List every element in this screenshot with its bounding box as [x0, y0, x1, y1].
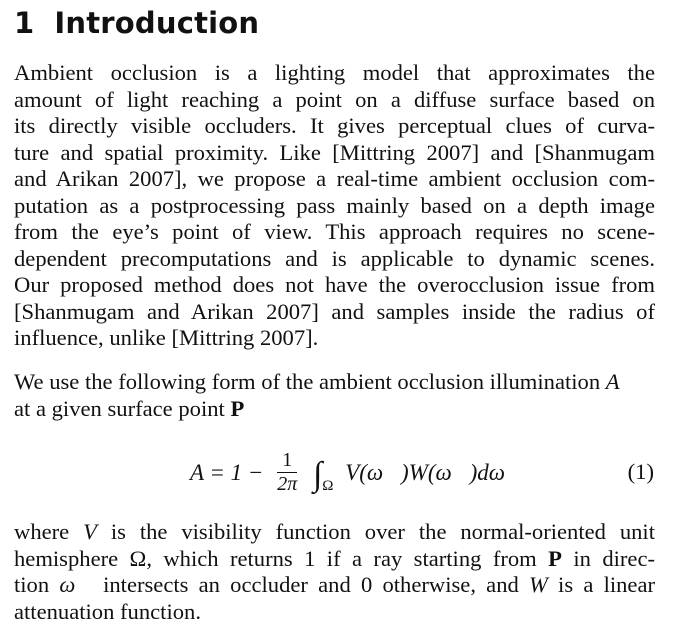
math-point-p: P	[230, 395, 245, 421]
text-run: hemisphere Ω, which returns 1 if a ray starting from	[14, 545, 549, 571]
equation-body	[190, 450, 505, 495]
paragraph-line: and Arikan 2007], we propose a real-time ambient occlusion com-	[14, 166, 655, 191]
paragraph-line: putation as a postprocessing pass mainly based on a depth image	[14, 192, 655, 218]
text-run: is a linear	[547, 572, 655, 597]
integral-sign: ∫	[312, 455, 323, 493]
text-run: in direc-	[561, 545, 655, 571]
text-run: intersects an occluder and 0 otherwise, and	[92, 572, 530, 597]
paragraph-line	[14, 369, 655, 396]
paragraph-line: [Shanmugam and Arikan 2007] and samples inside the radius of	[14, 298, 655, 324]
paragraph-line: amount of light reaching a point on a diffuse surface based on	[14, 86, 655, 112]
paragraph-line: dependent precomputations and is applicable to dynamic scenes.	[14, 245, 655, 271]
fraction-numerator: 1	[277, 450, 297, 473]
definition-paragraph	[14, 519, 655, 625]
paragraph-line: attenuation function.	[14, 598, 201, 624]
paragraph-line	[14, 519, 655, 546]
math-vector-omega: ω⃗	[59, 572, 93, 597]
text-run: where	[14, 519, 84, 544]
paragraph-line	[14, 572, 655, 599]
section-title: Introduction	[54, 6, 260, 40]
math-point-p: P	[548, 545, 562, 571]
paragraph-line: ture and spatial proximity. Like [Mittring 2007] and [Shanmugam	[14, 139, 655, 165]
equation-lhs: A = 1 −	[190, 459, 264, 485]
paragraph-line: influence, unlike [Mittring 2007].	[14, 325, 319, 350]
paragraph-line: from the eye’s point of view. This approach requires no scene-	[14, 219, 655, 244]
integral-domain: Ω	[322, 478, 334, 494]
paragraph-line	[14, 546, 655, 573]
intro-paragraph	[14, 60, 655, 352]
paragraph-line: its directly visible occluders. It gives perceptual clues of curva-	[14, 113, 655, 138]
equation-fraction	[277, 450, 297, 495]
math-variable-a: A	[605, 369, 620, 394]
text-run: at a given surface point	[14, 395, 231, 421]
equation-1	[0, 440, 676, 504]
equation-integrand: V(ω⃗)W(ω⃗)dω	[345, 459, 506, 485]
fraction-denominator: 2π	[277, 473, 298, 495]
text-run: We use the following form of the ambient occlusion illumination	[14, 369, 606, 394]
section-number: 1	[14, 6, 35, 40]
paragraph-line: Ambient occlusion is a lighting model that approximates the	[14, 60, 655, 85]
equation-number: (1)	[627, 459, 654, 484]
text-run: is the visibility function over the normal-oriented unit	[96, 519, 655, 544]
paragraph-line	[14, 396, 655, 423]
equation-intro-paragraph	[14, 369, 655, 422]
paragraph-line: Our proposed method does not have the overocclusion issue from	[14, 272, 655, 297]
math-variable-v: V	[83, 519, 97, 544]
section-heading	[14, 6, 259, 40]
math-variable-w: W	[529, 572, 548, 597]
text-run: tion	[14, 572, 60, 597]
